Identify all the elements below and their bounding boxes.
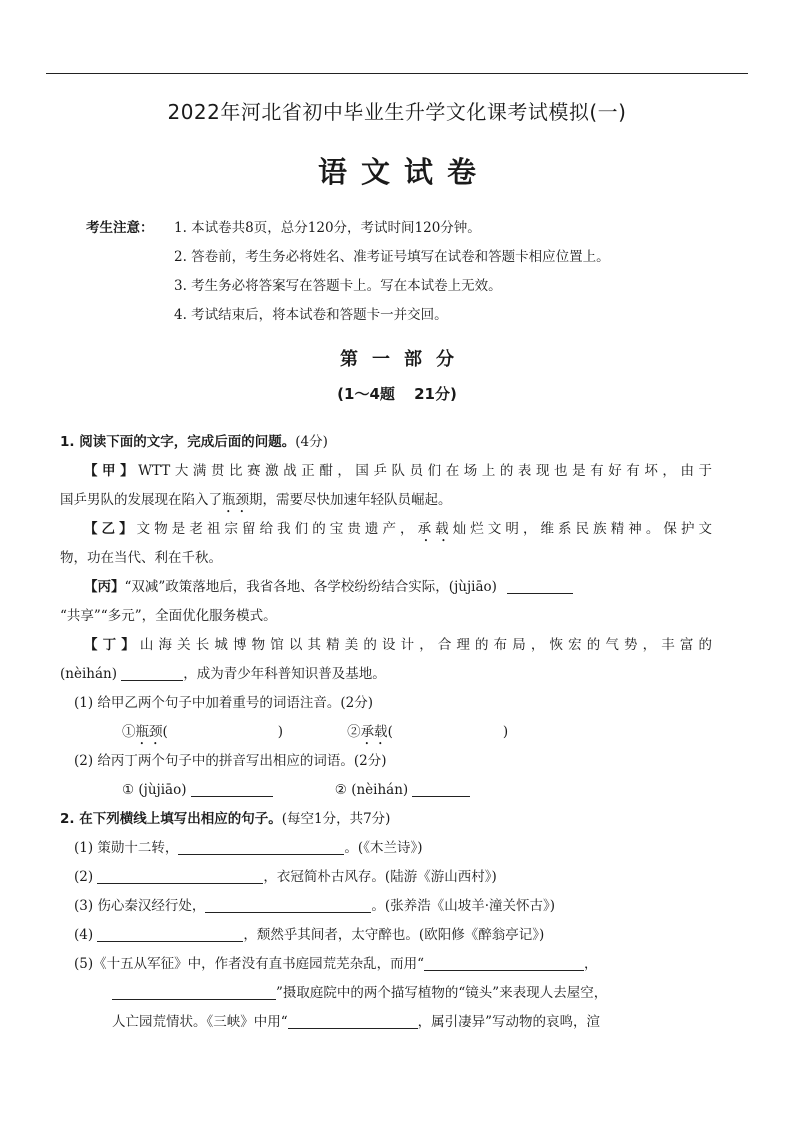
passage-bing-line: “共享”“多元”，全面优化服务模式。 bbox=[60, 608, 277, 624]
part-range: (1～4题 21分) bbox=[337, 385, 457, 403]
notice-item: 1. 本试卷共8页，总分120分，考试时间120分钟。 bbox=[174, 220, 481, 236]
notice-item: 4. 考试结束后，将本试卷和答题卡一并交回。 bbox=[174, 307, 448, 323]
poem-item-5-line: ”摄取庭院中的两个描写植物的“镜头”来表现人去屋空， bbox=[60, 979, 712, 1008]
answer-blank-word-b[interactable] bbox=[412, 780, 470, 797]
answer-blank-word-a[interactable] bbox=[191, 780, 273, 797]
passage-ding-line: 【丁】山海关长城博物馆以其精美的设计，合理的布局，恢宏的气势，丰富的 bbox=[84, 637, 713, 653]
poem-item-4: (4) ，颓然乎其间者，太守醉也。(欧阳修《醉翁亭记》) bbox=[74, 927, 545, 943]
poem-item-5: (5)《十五从军征》中，作者没有直书庭园荒芜杂乱，而用“ ， bbox=[74, 956, 598, 972]
subquestion-2: (2) 给丙丁两个句子中的拼音写出相应的词语。(2分) bbox=[74, 753, 387, 769]
top-rule bbox=[46, 73, 748, 74]
question-2-points: (每空1分，共7分) bbox=[281, 811, 391, 827]
passage-ding-line: (nèihán) ，成为青少年科普知识普及基地。 bbox=[60, 666, 386, 682]
poem-item-5-line: 人亡园荒情状。《三峡》中用“ ，属引凄异”写动物的哀鸣，渲 bbox=[112, 1014, 601, 1030]
poem-item-3: (3) 伤心秦汉经行处， 。(张养浩《山坡羊·潼关怀古》) bbox=[74, 898, 555, 914]
subquestion-1-answers: ①瓶颈( ) ②承载( ) bbox=[122, 724, 509, 740]
candidate-notice bbox=[86, 214, 610, 330]
question-1-points: (4分) bbox=[295, 434, 328, 450]
passage-bing-line: 【丙】“双减”政策落地后，我省各地、各学校纷纷结合实际，(jùjiāo) bbox=[60, 573, 712, 602]
answer-blank-poem-4[interactable] bbox=[97, 925, 243, 942]
answer-blank-poem-5a[interactable] bbox=[424, 954, 584, 971]
emphasis-word-pingjing: 瓶颈 bbox=[222, 492, 249, 508]
answer-blank-poem-5c[interactable] bbox=[288, 1012, 418, 1029]
notice-label: 考生注意： bbox=[86, 220, 154, 236]
answer-blank-jujiao[interactable] bbox=[507, 577, 573, 594]
answer-blank-poem-1[interactable] bbox=[178, 838, 344, 855]
subquestion-2-answers: ① (jùjiāo) ② (nèihán) bbox=[60, 776, 712, 805]
poem-item-1: (1) 策勋十二转， 。(《木兰诗》) bbox=[74, 840, 423, 856]
answer-blank-poem-3[interactable] bbox=[205, 896, 371, 913]
notice-item: 2. 答卷前，考生务必将姓名、准考证号填写在试卷和答题卡相应位置上。 bbox=[174, 249, 610, 265]
part-title: 第一部分 bbox=[340, 349, 468, 370]
emphasis-word-chengzai: 承载 bbox=[417, 521, 453, 537]
answer-blank-poem-5b[interactable] bbox=[112, 983, 276, 1000]
subquestion-1: (1) 给甲乙两个句子中加着重号的词语注音。(2分) bbox=[74, 695, 374, 711]
answer-blank-poem-2[interactable] bbox=[97, 867, 263, 884]
answer-blank-neihan[interactable] bbox=[121, 664, 183, 681]
question-1-stem: 1. 阅读下面的文字，完成后面的问题。(4分) bbox=[60, 434, 328, 450]
notice-item: 3. 考生务必将答案写在答题卡上。写在本试卷上无效。 bbox=[174, 278, 502, 294]
passage-yi-line: 物，功在当代、利在千秋。 bbox=[60, 550, 222, 566]
passage-jia-line: 【甲】WTT大满贯比赛激战正酣，国乒队员们在场上的表现也是有好有坏，由于 bbox=[84, 463, 712, 479]
exam-title: 2022年河北省初中毕业生升学文化课考试模拟(一) bbox=[167, 100, 627, 124]
passage-yi-line: 【乙】文物是老祖宗留给我们的宝贵遗产，承载灿烂文明，维系民族精神。保护文 bbox=[84, 521, 713, 537]
poem-item-2: (2) ，衣冠简朴古风存。(陆游《游山西村》) bbox=[74, 869, 497, 885]
question-2-stem: 2. 在下列横线上填写出相应的句子。(每空1分，共7分) bbox=[60, 811, 391, 827]
question-body bbox=[60, 428, 712, 1037]
subject-title: 语文试卷 bbox=[317, 155, 490, 189]
passage-jia-line: 国乒男队的发展现在陷入了瓶颈期，需要尽快加速年轻队员崛起。 bbox=[60, 492, 452, 508]
